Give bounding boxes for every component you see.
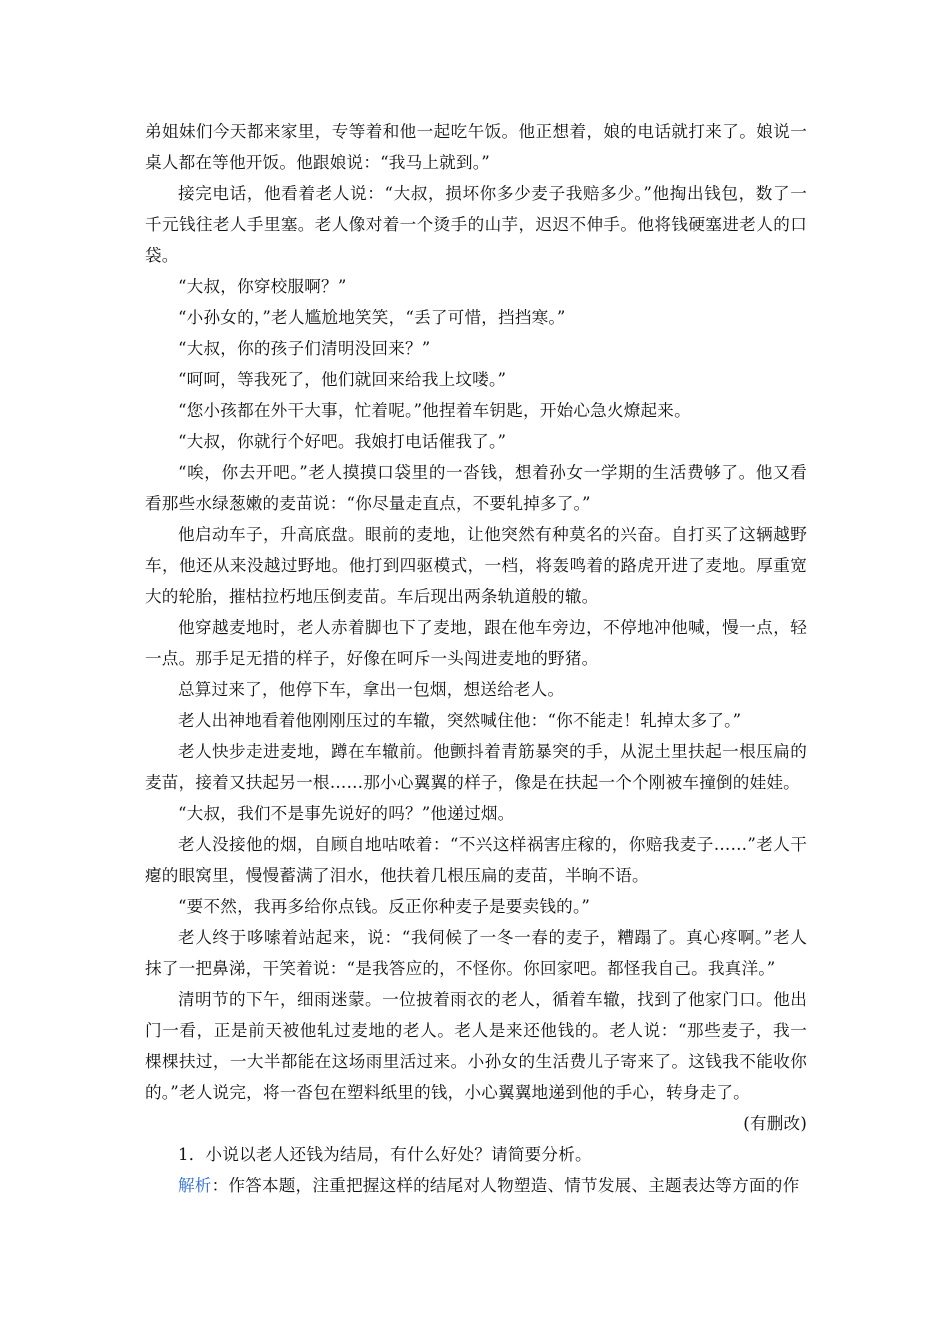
paragraph-7: “您小孩都在外干大事，忙着呢。”他捏着车钥匙，开始心急火燎起来。	[178, 401, 691, 420]
paragraph-1: 弟姐妹们今天都来家里，专等着和他一起吃午饭。他正想着，娘的电话就打来了。娘说一桌人都在等他开饭。他跟娘说：“我马上就到。”	[145, 122, 807, 172]
paragraph-17: “要不然，我再多给你点钱。反正你种麦子是要卖钱的。”	[178, 897, 591, 916]
source-note: (有删改)	[743, 1114, 807, 1133]
paragraph-11: 他穿越麦地时，老人赤着脚也下了麦地，跟在他车旁边，不停地冲他喊，慢一点，轻一点。那手足无措的样子，好像在呵斥一头闯进麦地的野猪。	[145, 618, 807, 668]
paragraph-16: 老人没接他的烟，自顾自地咕哝着：“不兴这样祸害庄稼的，你赔我麦子……”老人干瘪的眼窝里，慢慢蓄满了泪水，他扶着几根压扁的麦苗，半晌不语。	[145, 835, 807, 885]
question-1: 1．小说以老人还钱为结局，有什么好处？请简要分析。	[178, 1145, 592, 1164]
paragraph-6: “呵呵，等我死了，他们就回来给我上坟喽。”	[178, 370, 507, 389]
paragraph-2: 接完电话，他看着老人说：“大叔，损坏你多少麦子我赔多少。”他掏出钱包，数了一千元钱往老人手里塞。老人像对着一个烫手的山芋，迟迟不伸手。他将钱硬塞进老人的口袋。	[145, 184, 807, 265]
paragraph-3: “大叔，你穿校服啊？”	[178, 277, 347, 296]
paragraph-18: 老人终于哆嗦着站起来，说：“我伺候了一冬一春的麦子，糟蹋了。真心疼啊。”老人抹了一把鼻涕，干笑着说：“是我答应的，不怪你。你回家吧。都怪我自己。我真洋。”	[145, 928, 807, 978]
paragraph-13: 老人出神地看着他刚刚压过的车辙，突然喊住他：“你不能走！轧掉太多了。”	[178, 711, 742, 730]
paragraph-8: “大叔，你就行个好吧。我娘打电话催我了。”	[178, 432, 507, 451]
paragraph-14: 老人快步走进麦地，蹲在车辙前。他颤抖着青筋暴突的手，从泥土里扶起一根压扁的麦苗，接着又扶起另一根……那小心翼翼的样子，像是在扶起一个个刚被车撞倒的娃娃。	[145, 742, 807, 792]
analysis-label: 解析	[178, 1176, 212, 1195]
paragraph-15: “大叔，我们不是事先说好的吗？”他递过烟。	[178, 804, 515, 823]
analysis-line	[145, 1170, 807, 1201]
paragraph-19: 清明节的下午，细雨迷蒙。一位披着雨衣的老人，循着车辙，找到了他家门口。他出门一看，正是前天被他轧过麦地的老人。老人是来还他钱的。老人说：“那些麦子，我一棵棵扶过，一大半都能在这场雨里活过来。小孙女的生活费儿子寄来了。这钱我不能收你的。”老人说完，将一沓包在塑料纸里的钱，小心翼翼地递到他的手心，转身走了。	[145, 990, 807, 1102]
paragraph-9: “唉，你去开吧。”老人摸摸口袋里的一沓钱，想着孙女一学期的生活费够了。他又看看那些水绿葱嫩的麦苗说：“你尽量走直点，不要轧掉多了。”	[145, 463, 807, 513]
paragraph-10: 他启动车子，升高底盘。眼前的麦地，让他突然有种莫名的兴奋。自打买了这辆越野车，他还从来没越过野地。他打到四驱模式，一档，将轰鸣着的路虎开进了麦地。厚重宽大的轮胎，摧枯拉朽地压倒麦苗。车后现出两条轨道般的辙。	[145, 525, 807, 606]
paragraph-4: “小孙女的，”老人尴尬地笑笑，“丢了可惜，挡挡寒。”	[178, 308, 566, 327]
document-body	[145, 116, 807, 1201]
analysis-text: ：作答本题，注重把握这样的结尾对人物塑造、情节发展、主题表达等方面的作	[211, 1176, 800, 1195]
paragraph-5: “大叔，你的孩子们清明没回来？”	[178, 339, 431, 358]
paragraph-12: 总算过来了，他停下车，拿出一包烟，想送给老人。	[178, 680, 565, 699]
